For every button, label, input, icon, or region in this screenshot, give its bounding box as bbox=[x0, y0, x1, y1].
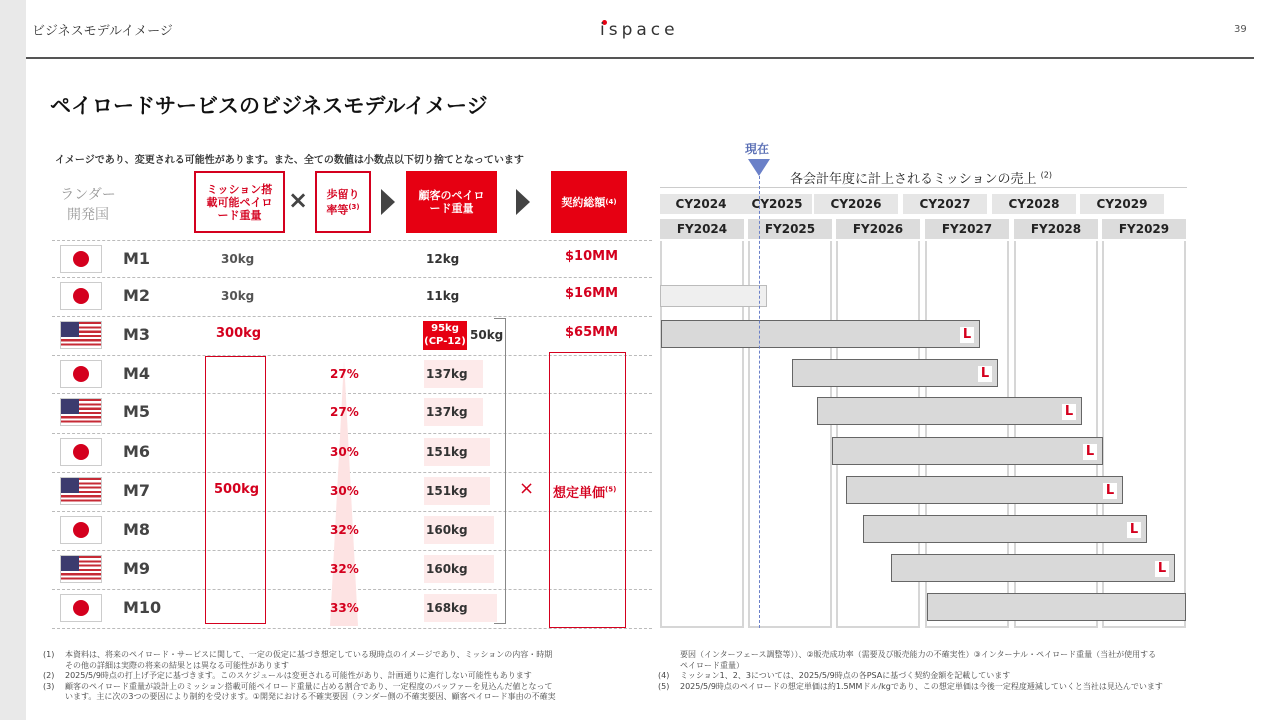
customer-weight-value: 11kg bbox=[426, 289, 460, 303]
revenue-bar bbox=[660, 285, 767, 307]
footnote-text: 2025/5/9時点の打上げ予定に基づきます。このスケジュールは変更される可能性があり、計画通りに進行しない可能性もあります bbox=[65, 671, 532, 680]
capacity-value: 300kg bbox=[216, 326, 262, 341]
yield-value: 32% bbox=[330, 523, 359, 537]
yield-value: 30% bbox=[330, 484, 359, 498]
lander-header-line1: ランダー bbox=[60, 187, 116, 203]
mission-name: M4 bbox=[123, 364, 151, 383]
footnotes-left bbox=[43, 650, 643, 703]
row-separator bbox=[52, 628, 652, 629]
footnote-number: (3) bbox=[43, 681, 55, 691]
footnote-number: (4) bbox=[658, 671, 670, 680]
yield-value: 27% bbox=[330, 367, 359, 381]
footnote-text: ペイロード重量） bbox=[680, 660, 744, 670]
unit-price-text: 想定単価 bbox=[553, 486, 606, 501]
flag-sun bbox=[73, 251, 89, 267]
mission-name: M10 bbox=[123, 598, 162, 617]
footnote-line bbox=[43, 692, 643, 703]
row-separator bbox=[52, 316, 652, 317]
footnotes-right bbox=[658, 650, 1258, 692]
timeline-title-sup: (2) bbox=[1040, 170, 1052, 180]
capacity-header-text: ミッション搭載可能ペイロード重量 bbox=[206, 182, 273, 222]
footnote-number: (1) bbox=[43, 650, 55, 659]
row-separator bbox=[52, 240, 652, 241]
calendar-year-label: CY2029 bbox=[1080, 194, 1164, 214]
customer-weight-value: 50kg bbox=[470, 328, 504, 342]
flag-sun bbox=[73, 522, 89, 538]
row-separator bbox=[52, 277, 652, 278]
page-number: 39 bbox=[1234, 24, 1247, 35]
calendar-year-label: CY2024 bbox=[660, 194, 742, 214]
revenue-bar bbox=[792, 359, 998, 387]
mission-name: M9 bbox=[123, 559, 151, 578]
footnote-number: (2) bbox=[43, 671, 55, 680]
japan-flag-icon bbox=[60, 245, 102, 273]
customer-weight-header bbox=[406, 171, 497, 233]
mission-name: M8 bbox=[123, 520, 151, 539]
mission-name: M7 bbox=[123, 481, 151, 500]
footnote-text: ミッション1、2、3については、2025/5/9時点の各PSAに基づく契約金額を記載しています bbox=[680, 671, 1011, 680]
fiscal-year-label: FY2025 bbox=[748, 219, 832, 239]
footnote-line bbox=[43, 650, 643, 661]
launch-marker: L bbox=[1127, 522, 1141, 538]
contract-total-sup: (4) bbox=[605, 197, 617, 206]
launch-marker: L bbox=[978, 366, 992, 382]
japan-flag-icon bbox=[60, 282, 102, 310]
footnote-line bbox=[43, 682, 643, 693]
capacity-value: 30kg bbox=[221, 252, 255, 266]
yield-value: 27% bbox=[330, 405, 359, 419]
later-capacity-value: 500kg bbox=[214, 482, 260, 497]
yield-value: 30% bbox=[330, 445, 359, 459]
revenue-bar bbox=[832, 437, 1103, 465]
cp12-badge bbox=[423, 321, 467, 350]
timeline-title-text: 各会計年度に計上されるミッションの売上 bbox=[790, 172, 1037, 187]
customer-weight-header-text: 顧客のペイロード重量 bbox=[418, 189, 485, 215]
mission-name: M3 bbox=[123, 325, 151, 344]
ispace-logo: ispace bbox=[600, 20, 679, 40]
fiscal-year-label: FY2029 bbox=[1102, 219, 1186, 239]
yield-header-text: 歩留り率等 bbox=[326, 187, 360, 217]
customer-weight-value: 12kg bbox=[426, 252, 460, 266]
revenue-bar bbox=[846, 476, 1123, 504]
footnote-text: います。主に次の3つの要因により制約を受けます。①開発における不確実要因（ランダー側の不確実要因、顧客ペイロード事由の不確実 bbox=[65, 692, 556, 701]
footnote-line bbox=[658, 671, 1258, 682]
unit-price-label bbox=[553, 482, 616, 501]
calendar-year-label: CY2027 bbox=[903, 194, 987, 214]
flag-canton bbox=[61, 556, 79, 571]
revenue-bar bbox=[863, 515, 1147, 543]
cp12-weight: 95kg bbox=[431, 323, 459, 334]
capacity-header bbox=[194, 171, 285, 233]
revenue-bar bbox=[661, 320, 980, 348]
calendar-year-label: CY2028 bbox=[992, 194, 1076, 214]
launch-marker: L bbox=[1083, 444, 1097, 460]
footnote-text: その他の詳細は実際の将来の結果とは異なる可能性があります bbox=[65, 660, 289, 670]
unit-price-sup: (5) bbox=[605, 485, 617, 494]
arrow-icon bbox=[516, 189, 530, 215]
yield-value: 33% bbox=[330, 601, 359, 615]
left-margin-bar bbox=[0, 0, 26, 720]
customer-weight-value: 160kg bbox=[426, 523, 468, 537]
section-title: ビジネスモデルイメージ bbox=[32, 24, 173, 39]
footnote-text: 顧客のペイロード重量が設計上のミッション搭載可能ペイロード重量に占める割合であり、一定程度のバッファーを見込んだ値となって bbox=[65, 681, 553, 691]
timeline-title-underline bbox=[660, 187, 1187, 188]
now-label: 現在 bbox=[745, 142, 770, 156]
japan-flag-icon bbox=[60, 594, 102, 622]
footnote-line bbox=[658, 682, 1258, 693]
calendar-year-label: CY2026 bbox=[814, 194, 898, 214]
capacity-value: 30kg bbox=[221, 289, 255, 303]
footnote-text: 本資料は、将来のペイロード・サービスに関して、一定の仮定に基づき想定している現時点のイメージであり、ミッションの内容・時期 bbox=[65, 650, 553, 659]
customer-weight-value: 160kg bbox=[426, 562, 468, 576]
lander-header-line2: 開発国 bbox=[67, 207, 109, 223]
footnote-line bbox=[43, 671, 643, 682]
japan-flag-icon bbox=[60, 438, 102, 466]
contract-value: $10MM bbox=[565, 249, 619, 264]
customer-bracket bbox=[494, 318, 506, 624]
now-line bbox=[759, 176, 760, 628]
now-marker-icon bbox=[748, 159, 770, 176]
revenue-bar bbox=[891, 554, 1175, 582]
timeline-title bbox=[790, 168, 1052, 187]
yield-value: 32% bbox=[330, 562, 359, 576]
multiply-symbol: × bbox=[288, 186, 309, 214]
header-divider bbox=[26, 57, 1254, 59]
flag-sun bbox=[73, 366, 89, 382]
price-multiply-symbol: × bbox=[519, 478, 535, 499]
flag-canton bbox=[61, 478, 79, 493]
mission-name: M5 bbox=[123, 402, 151, 421]
customer-weight-value: 137kg bbox=[426, 367, 468, 381]
fiscal-year-label: FY2024 bbox=[660, 219, 744, 239]
launch-marker: L bbox=[960, 327, 974, 343]
lander-country-header bbox=[60, 185, 116, 225]
fiscal-year-label: FY2028 bbox=[1014, 219, 1098, 239]
page-title: ペイロードサービスのビジネスモデルイメージ bbox=[50, 94, 488, 118]
launch-marker: L bbox=[1155, 561, 1169, 577]
yield-header-sup: (3) bbox=[348, 202, 360, 211]
us-flag-icon bbox=[60, 321, 102, 349]
customer-weight-value: 151kg bbox=[426, 484, 468, 498]
us-flag-icon bbox=[60, 477, 102, 505]
mission-name: M2 bbox=[123, 286, 151, 305]
footnote-text: 要因（インターフェース調整等））、②販売成功率（需要及び販売能力の不確実性）③インターナル・ペイロード重量（当社が使用する bbox=[680, 650, 1157, 659]
contract-total-header bbox=[551, 171, 627, 233]
japan-flag-icon bbox=[60, 360, 102, 388]
cp12-label: (CP-12) bbox=[424, 336, 466, 347]
fiscal-year-label: FY2026 bbox=[836, 219, 920, 239]
arrow-icon bbox=[381, 189, 395, 215]
footnote-number: (5) bbox=[658, 681, 670, 691]
disclaimer-note: イメージであり、変更される可能性があります。また、全ての数値は小数点以下切り捨てとなっています bbox=[55, 155, 524, 166]
customer-weight-value: 151kg bbox=[426, 445, 468, 459]
flag-sun bbox=[73, 600, 89, 616]
launch-marker: L bbox=[1062, 404, 1076, 420]
revenue-bar bbox=[817, 397, 1082, 425]
japan-flag-icon bbox=[60, 516, 102, 544]
footnote-line bbox=[43, 661, 643, 672]
fiscal-year-label: FY2027 bbox=[925, 219, 1009, 239]
footnote-line bbox=[658, 661, 1258, 672]
contract-value: $16MM bbox=[565, 286, 619, 301]
customer-weight-value: 137kg bbox=[426, 405, 468, 419]
mission-name: M1 bbox=[123, 249, 151, 268]
us-flag-icon bbox=[60, 398, 102, 426]
footnote-line bbox=[658, 650, 1258, 661]
contract-total-header-text: 契約総額 bbox=[561, 195, 606, 209]
flag-sun bbox=[73, 288, 89, 304]
customer-weight-value: 168kg bbox=[426, 601, 468, 615]
contract-value: $65MM bbox=[565, 325, 619, 340]
mission-name: M6 bbox=[123, 442, 151, 461]
launch-marker: L bbox=[1103, 483, 1117, 499]
flag-canton bbox=[61, 322, 79, 337]
calendar-year-label: CY2025 bbox=[742, 194, 812, 214]
us-flag-icon bbox=[60, 555, 102, 583]
yield-header bbox=[315, 171, 371, 233]
flag-canton bbox=[61, 399, 79, 414]
footnote-text: 2025/5/9時点のペイロードの想定単価は約1.5MMドル/kgであり、この想定単価は今後一定程度逓減していくと当社は見込んでいます bbox=[680, 681, 1163, 691]
flag-sun bbox=[73, 444, 89, 460]
revenue-bar bbox=[927, 593, 1186, 621]
